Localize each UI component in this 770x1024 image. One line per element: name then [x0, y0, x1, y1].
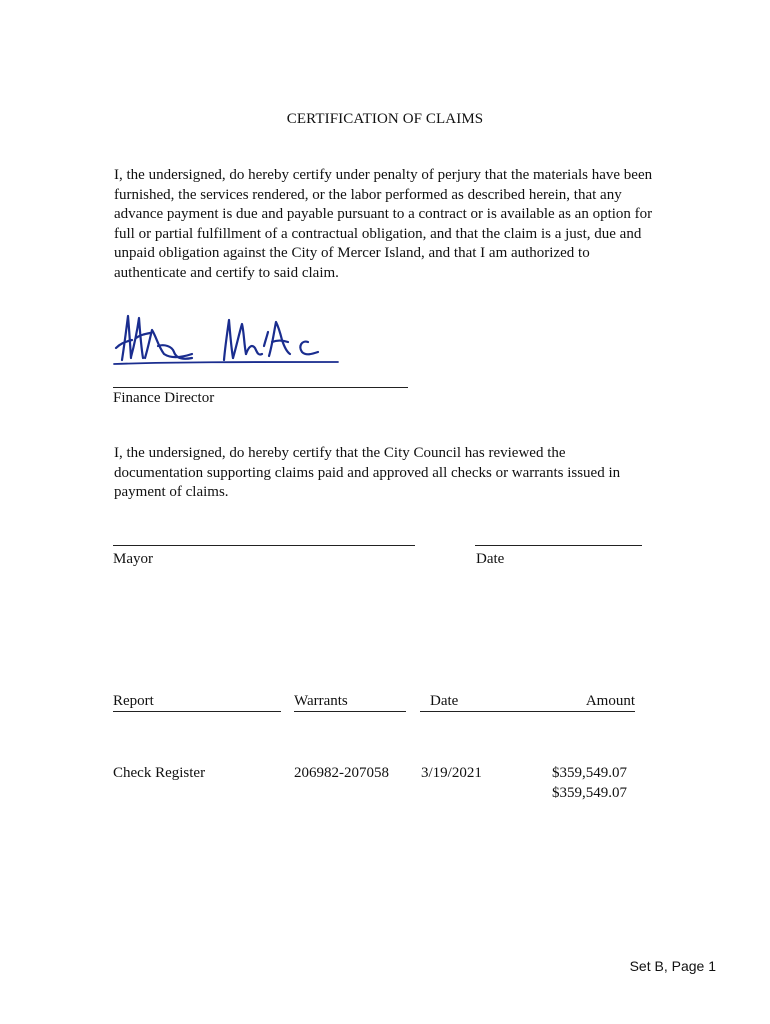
paragraph-line: documentation supporting claims paid and approved all checks or warrants issued in	[114, 464, 621, 481]
finance-director-signature-line	[113, 387, 408, 388]
total-amount: $359,549.07	[552, 785, 627, 801]
mayor-label: Mayor	[113, 551, 153, 567]
document-title: CERTIFICATION OF CLAIMS	[286, 111, 484, 127]
paragraph-line: advance payment is due and payable pursuant to a contract or is available as an option for	[114, 206, 653, 223]
council-paragraph	[114, 444, 674, 503]
paragraph-line: furnished, the services rendered, or the labor performed as described herein, that any	[114, 186, 622, 203]
column-header-report: Report	[113, 693, 281, 712]
date-signature-line	[475, 545, 642, 546]
paragraph-line: unpaid obligation against the City of Mercer Island, and that I am authorized to	[114, 245, 590, 262]
page-footer-label: Set B, Page 1	[629, 958, 716, 974]
paragraph-line: full or partial fulfillment of a contractual obligation, and that the claim is a just, due and	[114, 225, 642, 242]
paragraph-line: I, the undersigned, do hereby certify that the City Council has reviewed the	[114, 445, 566, 461]
handwritten-signature	[112, 302, 352, 374]
column-header-warrants: Warrants	[294, 693, 406, 712]
row-amount-cell: $359,549.07	[552, 765, 627, 781]
paragraph-line: authenticate and certify to said claim.	[114, 264, 339, 281]
row-date-cell: 3/19/2021	[421, 765, 482, 781]
certification-paragraph	[114, 166, 674, 284]
paragraph-line: payment of claims.	[114, 484, 229, 501]
date-label: Date	[476, 551, 505, 567]
finance-director-label: Finance Director	[113, 390, 215, 406]
mayor-signature-line	[113, 545, 415, 546]
row-report-cell: Check Register	[113, 765, 206, 781]
column-header-amount: Amount	[540, 693, 635, 712]
paragraph-line: I, the undersigned, do hereby certify under penalty of perjury that the materials have been	[114, 167, 653, 183]
row-warrants-cell: 206982-207058	[294, 765, 389, 781]
column-header-date: Date	[420, 693, 540, 712]
